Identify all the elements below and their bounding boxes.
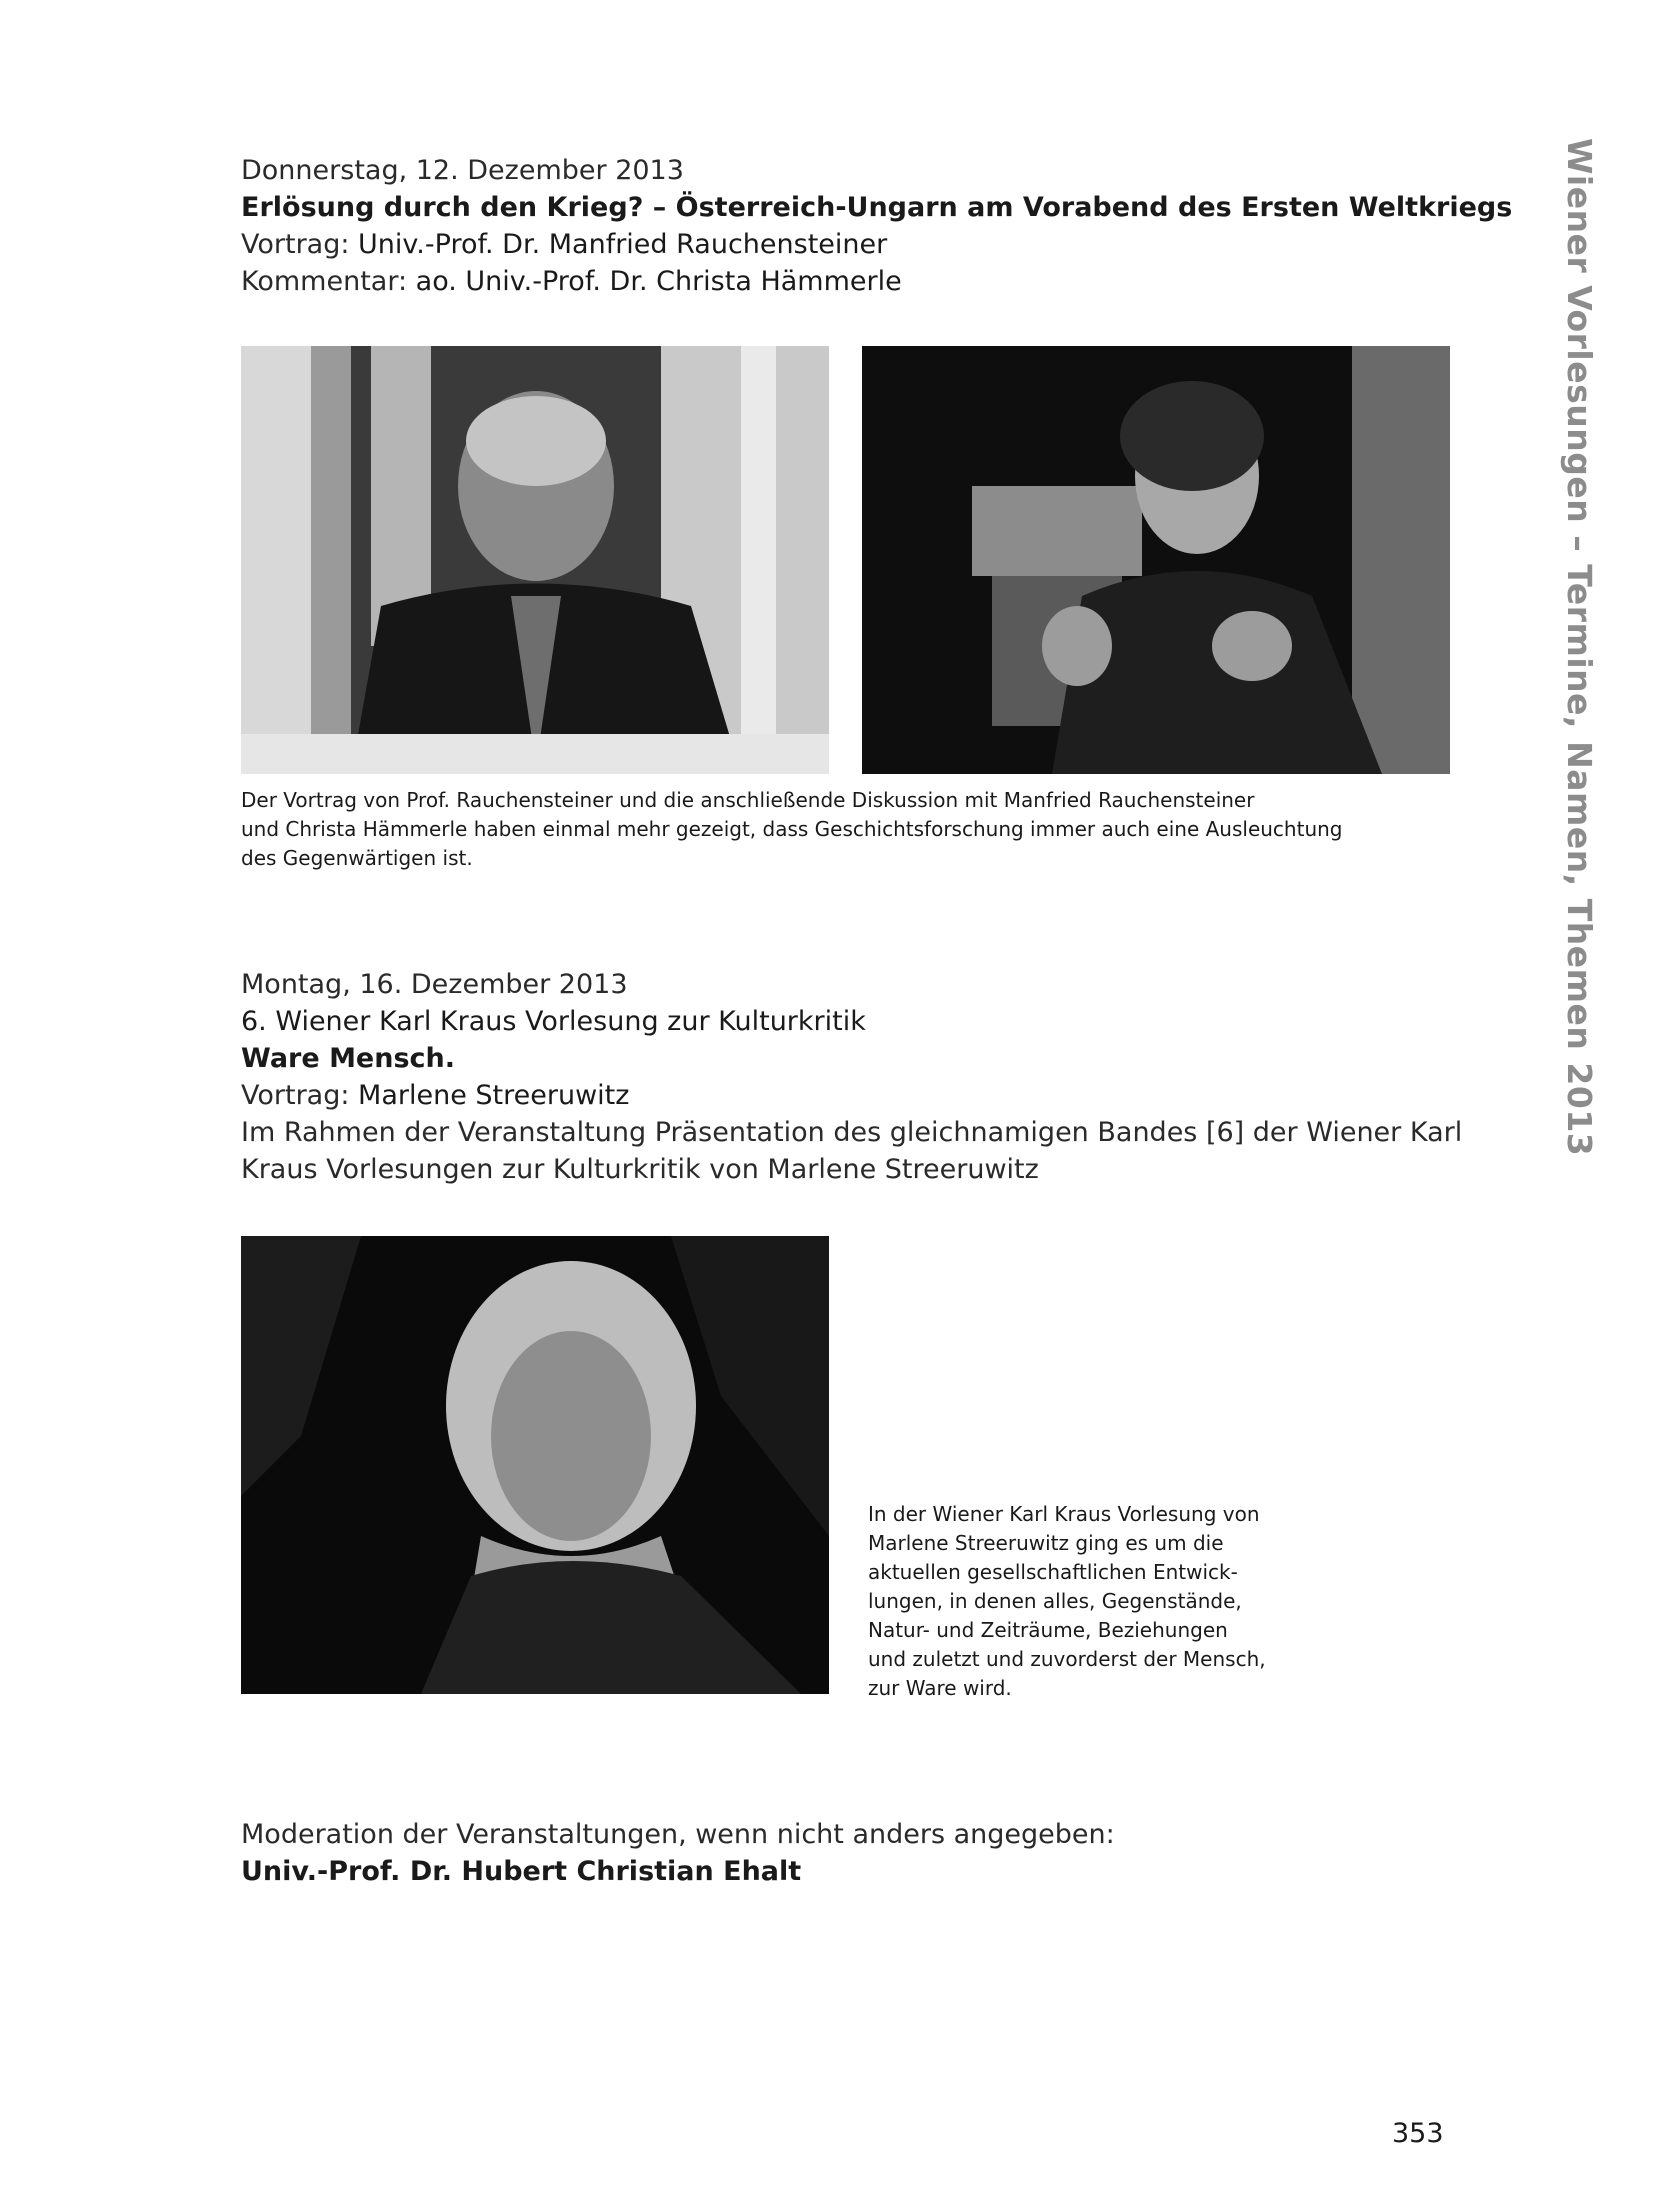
- event-1-lecture-label: Vortrag:: [241, 229, 359, 260]
- caption-line: In der Wiener Karl Kraus Vorlesung von: [868, 1502, 1260, 1526]
- event-1-commentator: ao. Univ.-Prof. Dr. Christa Hämmerle: [415, 266, 902, 297]
- event-1-date: Donnerstag, 12. Dezember 2013: [241, 155, 684, 186]
- moderation-label: Moderation der Veranstaltungen, wenn nicht anders angegeben:: [241, 1819, 1115, 1850]
- event-2-title: Ware Mensch.: [241, 1043, 456, 1074]
- photo-streeruwitz: [241, 1236, 829, 1694]
- page-number: 353: [1392, 2118, 1444, 2149]
- moderation-note: [241, 1816, 1461, 1890]
- caption-line: aktuellen gesellschaftlichen Entwick-: [868, 1560, 1238, 1584]
- event-1-comment-label: Kommentar:: [241, 266, 416, 297]
- caption-line: des Gegenwärtigen ist.: [241, 846, 473, 870]
- moderator-name: Univ.-Prof. Dr. Hubert Christian Ehalt: [241, 1856, 802, 1887]
- caption-line: lungen, in denen alles, Gegenstände,: [868, 1589, 1242, 1613]
- caption-line: Natur- und Zeiträume, Beziehungen: [868, 1618, 1228, 1642]
- event-1-caption: [241, 786, 1342, 873]
- event-2-lecturer: Marlene Streeruwitz: [358, 1080, 630, 1111]
- event-2-description-line: Im Rahmen der Veranstaltung Präsentation des gleichnamigen Bandes [6] der Wiener Karl: [241, 1117, 1463, 1148]
- event-2-caption: [868, 1500, 1266, 1703]
- event-2-lecture-line: [241, 1077, 1461, 1114]
- event-2-header: [241, 966, 1461, 1188]
- event-2-series: 6. Wiener Karl Kraus Vorlesung zur Kulturkritik: [241, 1006, 866, 1037]
- caption-line: und zuletzt und zuvorderst der Mensch,: [868, 1647, 1266, 1671]
- event-1-title: Erlösung durch den Krieg? – Österreich-Ungarn am Vorabend des Ersten Weltkriegs: [241, 192, 1513, 223]
- event-1-comment-line: [241, 263, 1461, 300]
- event-2-date: Montag, 16. Dezember 2013: [241, 969, 628, 1000]
- caption-line: Marlene Streeruwitz ging es um die: [868, 1531, 1224, 1555]
- event-1-lecture-line: [241, 226, 1461, 263]
- event-2-description-line: Kraus Vorlesungen zur Kulturkritik von Marlene Streeruwitz: [241, 1154, 1039, 1185]
- caption-line: und Christa Hämmerle haben einmal mehr gezeigt, dass Geschichtsforschung immer auch eine Ausleuchtung: [241, 817, 1343, 841]
- event-2-lecture-label: Vortrag:: [241, 1080, 359, 1111]
- event-1-lecturer: Univ.-Prof. Dr. Manfried Rauchensteiner: [358, 229, 888, 260]
- photo-haemmerle: [862, 346, 1450, 774]
- photo-rauchensteiner: [241, 346, 829, 774]
- running-section-title: Wiener Vorlesungen – Termine, Namen, Themen 2013: [1560, 138, 1599, 1157]
- event-1-header: [241, 152, 1513, 300]
- caption-line: Der Vortrag von Prof. Rauchensteiner und die anschließende Diskussion mit Manfried Rauchensteiner: [241, 788, 1255, 812]
- caption-line: zur Ware wird.: [868, 1676, 1012, 1700]
